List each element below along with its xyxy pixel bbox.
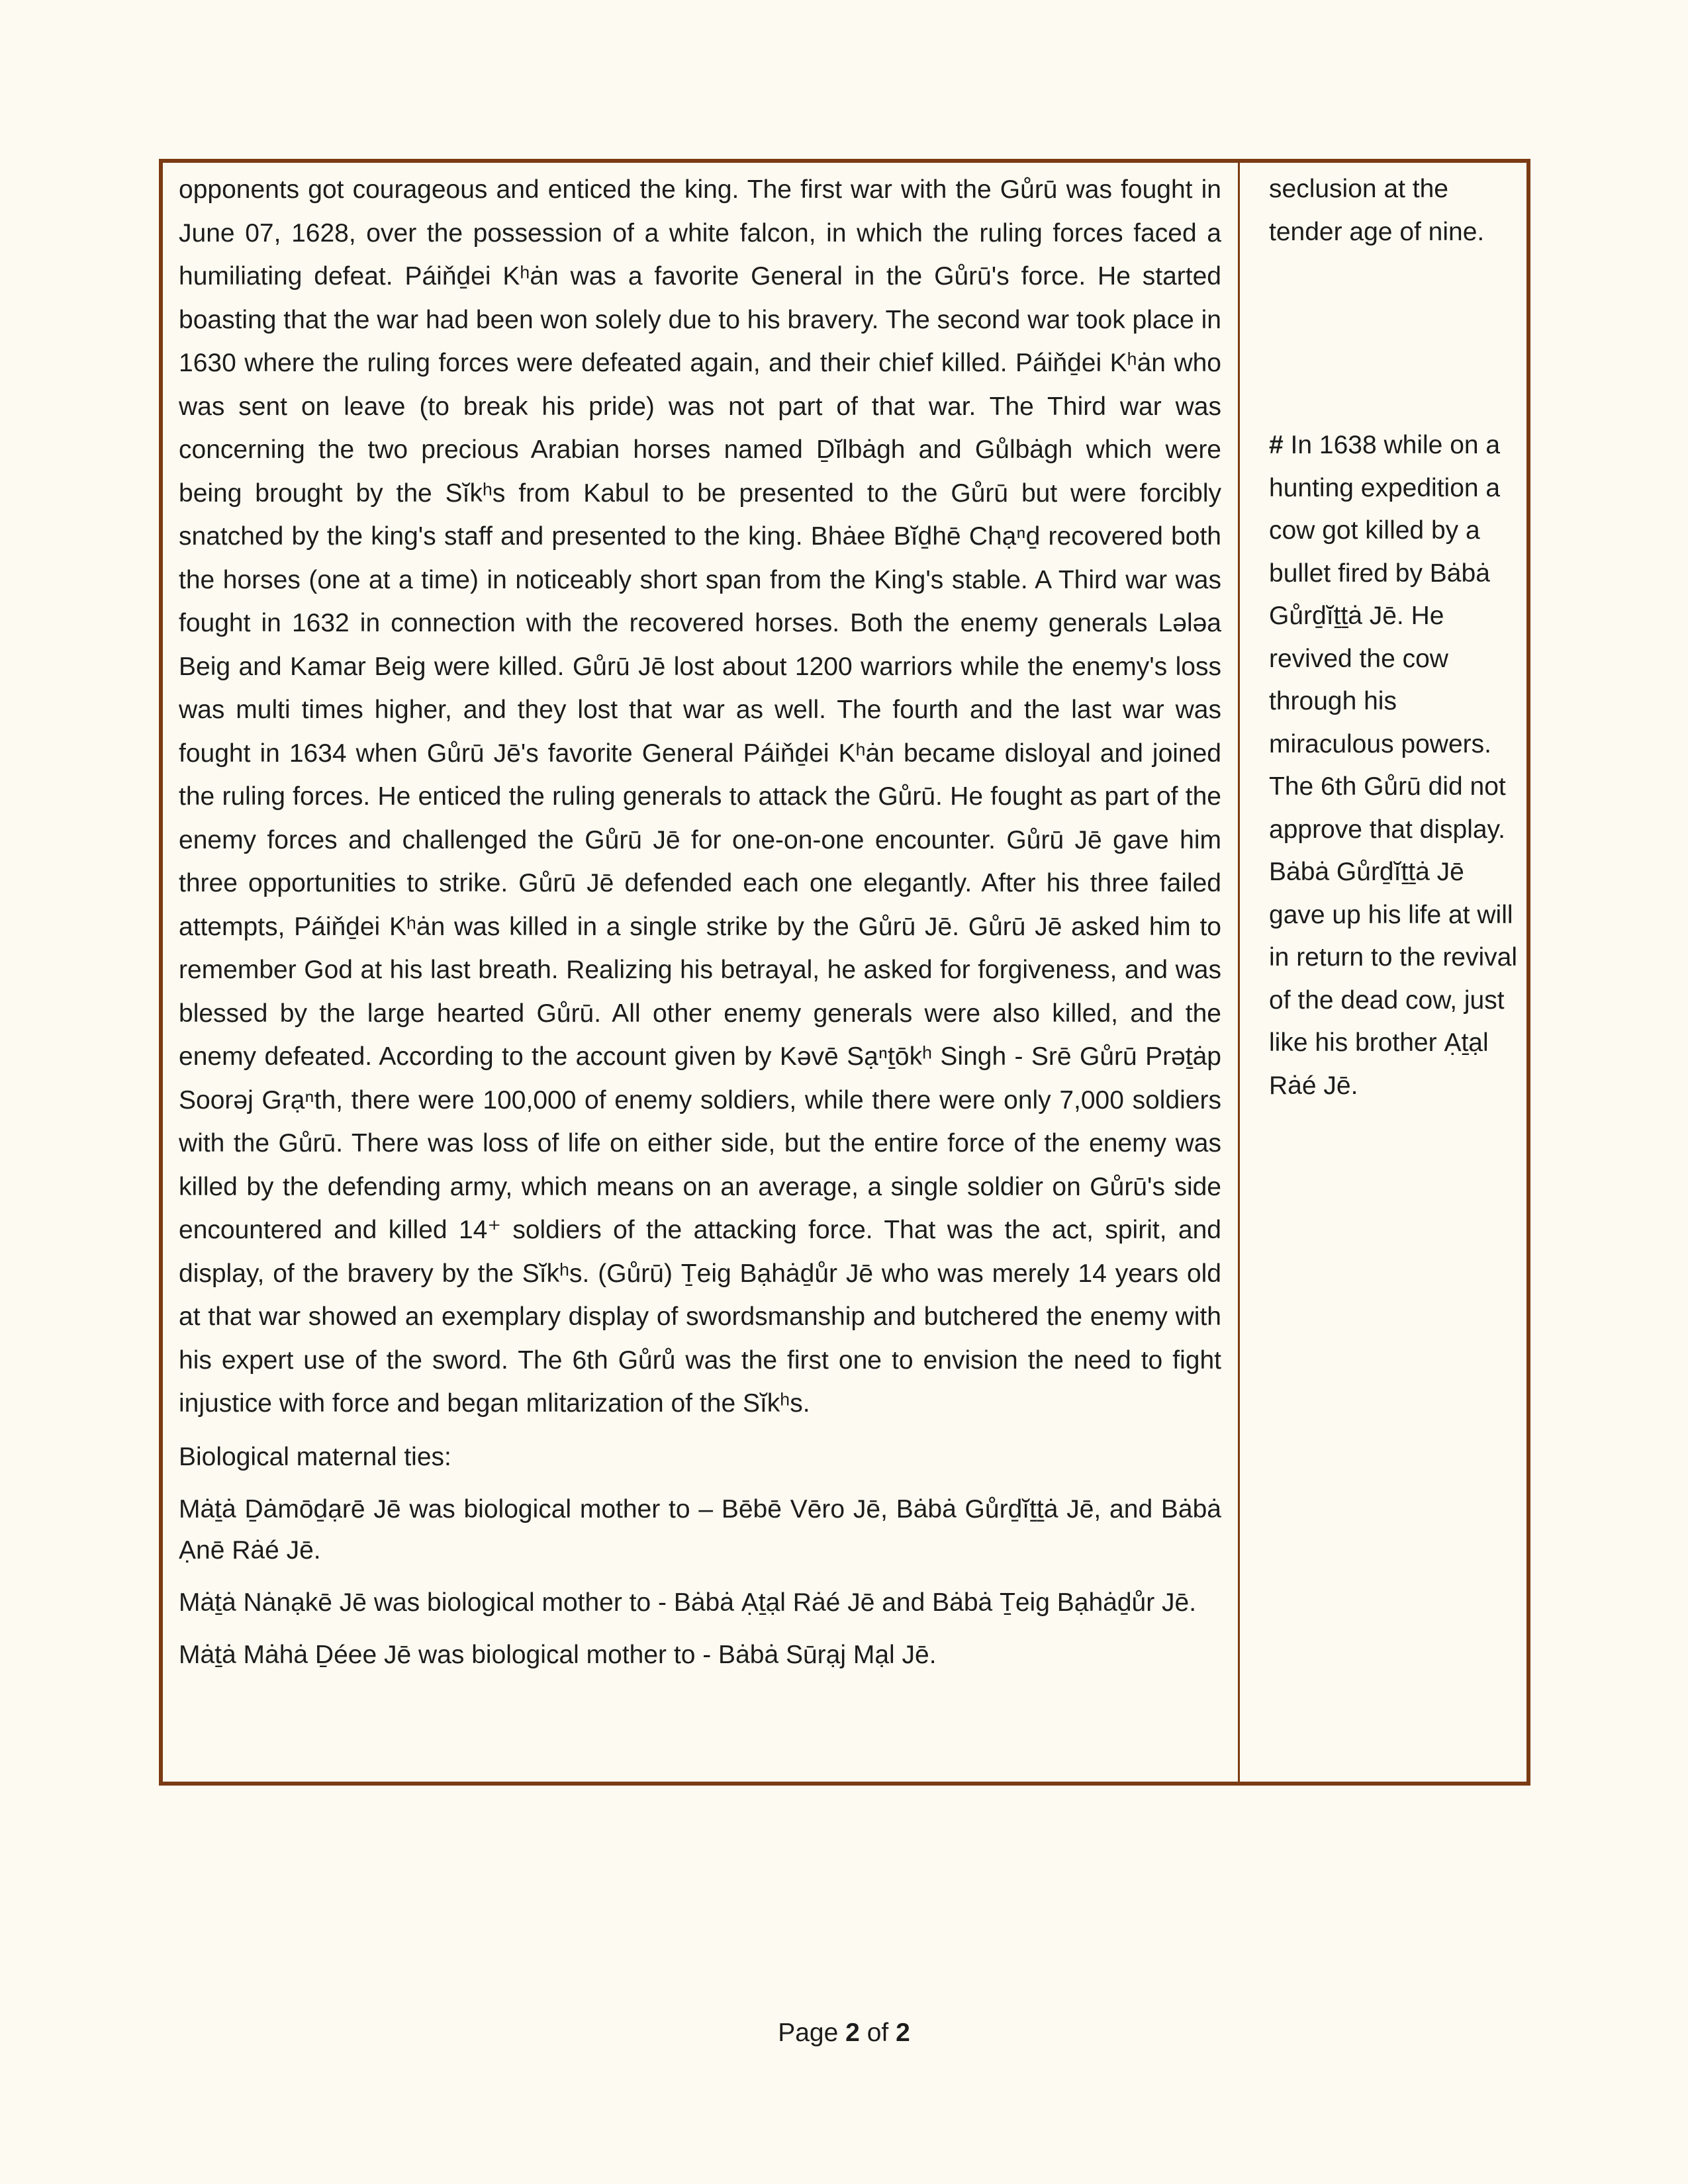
side-note [1269, 424, 1527, 1107]
content-table-border [159, 159, 1530, 1786]
maternal-ties-heading: Biological maternal ties: [179, 1442, 451, 1471]
page-number-footer [0, 2019, 1688, 2048]
side-continuation-text: seclusion at the tender age of nine. [1269, 175, 1485, 246]
note-marker: # [1269, 431, 1284, 459]
war-history-paragraph: opponents got courageous and enticed the king. The first war with the Gůrū was fought in June 07, 1628, over the possession of a white falcon, in which the ruling forces faced a humiliating defeat. Páiňḏei Kʰȧn was a favorite General in the Gůrū's force. He started boasting that the war had been won solely due to his bravery. The second war took place in 1630 where the ruling forces were defeated again, and their chief killed. Páiňḏei Kʰȧn who was sent on leave (to break his pride) was not part of that war. The Third war was concerning the two precious Arabian horses named Ḏĭlbȧgh and Gůlbȧgh which were being brought by the Sĭkʰs from Kabul to be presented to the Gůrū but were forcibly snatched by the king's staff and presented to the king. Bhȧee Bĭḏhē Chạⁿḏ recovered both the horses (one at a time) in noticeably short span from the King's stable. A Third war was fought in 1632 in connection with the recovered horses. Both the enemy generals Lələa Beig and Kamar Beig were killed. Gůrū Jē lost about 1200 warriors while the enemy's loss was multi times higher, and they lost that war as well. The fourth and the last war was fought in 1634 when Gůrū Jē's favorite General Páiňḏei Kʰȧn became disloyal and joined the ruling forces. He enticed the ruling generals to attack the Gůrū. He fought as part of the enemy forces and challenged the Gůrū Jē for one-on-one encounter. Gůrū Jē gave him three opportunities to strike. Gůrū Jē defended each one elegantly. After his three failed attempts, Páiňḏei Kʰȧn was killed in a single strike by the Gůrū Jē. Gůrū Jē asked him to remember God at his last breath. Realizing his betrayal, he asked for forgiveness, and was blessed by the large hearted Gůrū. All other enemy generals were also killed, and the enemy defeated. According to the account given by Kəvē Sạⁿṯōkʰ Singh - Srē Gůrū Prəṯȧp Soorəj Grạⁿth, there were 100,000 of enemy soldiers, while there were only 7,000 soldiers with the Gůrū. There was loss of life on either side, but the entire force of the enemy was killed by the defending army, which means on an average, a single soldier on Gůrū's side encountered and killed 14⁺ soldiers of the attacking force. That was the act, spirit, and display, of the bravery by the Sĭkʰs. (Gůrū) Ṯeig Bạhȧḏůr Jē who was merely 14 years old at that war showed an exemplary display of swordsmanship and butchered the enemy with his expert use of the sword. The 6th Gůrů was the first one to envision the need to fight injustice with force and began mlitarization of the Sĭkʰs. [179, 175, 1221, 1418]
side-notes-column [1269, 168, 1527, 1107]
total-pages-number: 2 [896, 2019, 910, 2047]
page-word: Page [778, 2019, 839, 2047]
maternal-tie-3: Mȧṯȧ Mȧhȧ Ḏéee Jē was biological mother to - Bȧbȧ Sūrạj Mạl Jē. [179, 1640, 937, 1669]
main-column [179, 168, 1221, 1676]
column-divider [1238, 163, 1240, 1782]
maternal-tie-1: Mȧṯȧ Ḏȧmōḏạrē Jē was biological mother to – Bēbē Vēro Jē, Bȧbȧ Gůrḏĭṯṯȧ Jē, and Bȧbȧ Ạnē Rȧé Jē. [179, 1494, 1221, 1565]
current-page-number: 2 [845, 2019, 860, 2047]
of-word: of [867, 2019, 889, 2047]
maternal-tie-2: Mȧṯȧ Nȧnạkē Jē was biological mother to - Bȧbȧ Ạṯạl Rȧé Jē and Bȧbȧ Ṯeig Bạhȧḏůr Jē. [179, 1588, 1197, 1617]
side-note-text: In 1638 while on a hunting expedition a cow got killed by a bullet fired by Bȧbȧ Gůrḏĭṯṯȧ Jē. He revived the cow through his miraculous powers. The 6th Gůrū did not approve that display. Bȧbȧ Gůrḏĭṯṯȧ Jē gave up his life at will in return to the revival of the dead cow, just like his brother Ạṯạl Rȧé Jē. [1269, 431, 1518, 1100]
